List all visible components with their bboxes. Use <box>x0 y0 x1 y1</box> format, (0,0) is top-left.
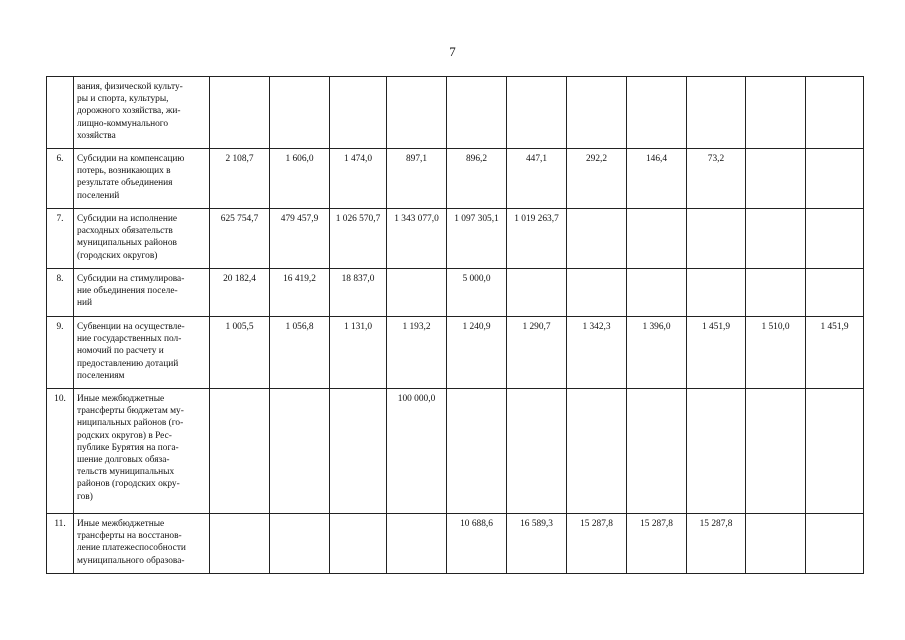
description-line: Субвенции на осуществле- <box>77 322 185 332</box>
value-cell: 100 000,0 <box>387 389 447 514</box>
value-cell: 15 287,8 <box>687 514 746 574</box>
table-row <box>47 269 864 317</box>
value-cell <box>746 209 806 269</box>
description-line: ние государственных пол- <box>77 334 182 345</box>
row-number-cell: 7. <box>47 209 74 269</box>
value-cell <box>687 209 746 269</box>
value-cell: 16 419,2 <box>270 269 330 317</box>
page-number: 7 <box>449 44 456 59</box>
value-cell: 897,1 <box>387 149 447 209</box>
value-cell: 15 287,8 <box>567 514 627 574</box>
value-cell: 1 451,9 <box>687 317 746 389</box>
value-cell <box>507 77 567 149</box>
value-cell: 1 019 263,7 <box>507 209 567 269</box>
table-row <box>47 77 864 149</box>
value-cell <box>387 77 447 149</box>
value-cell: 73,2 <box>687 149 746 209</box>
description-line: муниципального образова- <box>77 555 185 566</box>
description-line: трансферты бюджетам му- <box>77 406 184 417</box>
value-cell <box>746 514 806 574</box>
description-line: лищно-коммунального <box>77 118 169 129</box>
value-cell <box>447 389 507 514</box>
value-cell <box>806 269 864 317</box>
description-line: Субсидии на стимулирова- <box>77 274 185 284</box>
value-cell <box>330 389 387 514</box>
description-line: гов) <box>77 491 93 502</box>
value-cell: 2 108,7 <box>210 149 270 209</box>
value-cell: 896,2 <box>447 149 507 209</box>
value-cell <box>687 269 746 317</box>
value-cell <box>746 269 806 317</box>
value-cell <box>627 209 687 269</box>
value-cell: 18 837,0 <box>330 269 387 317</box>
row-number-cell <box>47 77 74 149</box>
description-line: ний <box>77 298 93 309</box>
description-line: Иные межбюджетные <box>77 519 165 529</box>
row-description-cell <box>74 389 210 514</box>
value-cell <box>567 269 627 317</box>
description-line: потерь, возникающих в <box>77 166 171 177</box>
description-line: вания, физической культу- <box>77 82 183 92</box>
description-line: поселений <box>77 190 120 201</box>
row-number-cell: 11. <box>47 514 74 574</box>
description-line: номочий по расчету и <box>77 346 164 357</box>
row-description-cell <box>74 149 210 209</box>
row-number-cell: 8. <box>47 269 74 317</box>
value-cell: 1 606,0 <box>270 149 330 209</box>
description-line: районов (городских окру- <box>77 479 180 490</box>
value-cell <box>806 514 864 574</box>
table-row <box>47 389 864 514</box>
value-cell: 1 131,0 <box>330 317 387 389</box>
value-cell <box>627 389 687 514</box>
description-line: Субсидии на исполнение <box>77 214 178 224</box>
value-cell <box>270 514 330 574</box>
value-cell <box>567 77 627 149</box>
value-cell <box>806 77 864 149</box>
value-cell <box>806 149 864 209</box>
value-cell <box>387 269 447 317</box>
value-cell <box>507 389 567 514</box>
value-cell <box>447 77 507 149</box>
description-line: ление платежеспособности <box>77 543 186 554</box>
description-line: трансферты на восстанов- <box>77 531 182 542</box>
description-line: предоставлению дотаций <box>77 358 179 369</box>
description-line: (городских округов) <box>77 250 158 261</box>
value-cell <box>746 389 806 514</box>
value-cell: 1 193,2 <box>387 317 447 389</box>
value-cell <box>746 77 806 149</box>
value-cell: 1 343 077,0 <box>387 209 447 269</box>
row-number-cell: 9. <box>47 317 74 389</box>
value-cell <box>806 389 864 514</box>
description-line: ры и спорта, культуры, <box>77 94 169 105</box>
value-cell <box>507 269 567 317</box>
value-cell <box>806 209 864 269</box>
value-cell: 1 026 570,7 <box>330 209 387 269</box>
value-cell <box>270 77 330 149</box>
value-cell: 1 510,0 <box>746 317 806 389</box>
value-cell: 479 457,9 <box>270 209 330 269</box>
value-cell: 1 474,0 <box>330 149 387 209</box>
value-cell: 1 451,9 <box>806 317 864 389</box>
value-cell: 146,4 <box>627 149 687 209</box>
value-cell <box>627 77 687 149</box>
table-row <box>47 149 864 209</box>
description-line: родских округов) в Рес- <box>77 430 172 441</box>
description-line: публике Бурятия на пога- <box>77 442 179 453</box>
value-cell <box>746 149 806 209</box>
value-cell <box>387 514 447 574</box>
value-cell: 1 056,8 <box>270 317 330 389</box>
value-cell <box>687 77 746 149</box>
row-number-cell: 10. <box>47 389 74 514</box>
value-cell: 1 097 305,1 <box>447 209 507 269</box>
description-line: расходных обязательств <box>77 226 173 237</box>
row-description-cell <box>74 317 210 389</box>
description-line: Субсидии на компенсацию <box>77 154 185 164</box>
value-cell <box>567 209 627 269</box>
row-description-cell <box>74 209 210 269</box>
value-cell <box>210 77 270 149</box>
row-description-cell <box>74 514 210 574</box>
value-cell: 447,1 <box>507 149 567 209</box>
description-line: дорожного хозяйства, жи- <box>77 106 181 117</box>
value-cell <box>330 77 387 149</box>
description-line: хозяйства <box>77 130 116 141</box>
value-cell: 5 000,0 <box>447 269 507 317</box>
value-cell: 15 287,8 <box>627 514 687 574</box>
table-row <box>47 317 864 389</box>
table-row <box>47 514 864 574</box>
row-description-cell <box>74 269 210 317</box>
value-cell <box>270 389 330 514</box>
row-number-cell: 6. <box>47 149 74 209</box>
description-line: результате объединения <box>77 178 173 189</box>
value-cell: 1 342,3 <box>567 317 627 389</box>
description-line: тельств муниципальных <box>77 467 175 478</box>
row-description-cell <box>74 77 210 149</box>
value-cell: 292,2 <box>567 149 627 209</box>
value-cell: 1 396,0 <box>627 317 687 389</box>
value-cell: 1 005,5 <box>210 317 270 389</box>
value-cell <box>627 269 687 317</box>
description-line: ниципальных районов (го- <box>77 418 184 429</box>
value-cell: 1 240,9 <box>447 317 507 389</box>
value-cell <box>567 389 627 514</box>
table-body <box>47 77 864 574</box>
description-line: ние объединения поселе- <box>77 286 178 297</box>
description-line: поселениям <box>77 370 125 381</box>
value-cell: 1 290,7 <box>507 317 567 389</box>
description-line: шение долговых обяза- <box>77 455 170 466</box>
budget-table <box>46 76 864 574</box>
value-cell <box>687 389 746 514</box>
value-cell: 625 754,7 <box>210 209 270 269</box>
value-cell: 10 688,6 <box>447 514 507 574</box>
value-cell: 16 589,3 <box>507 514 567 574</box>
value-cell: 20 182,4 <box>210 269 270 317</box>
description-line: Иные межбюджетные <box>77 394 165 404</box>
value-cell <box>330 514 387 574</box>
table-row <box>47 209 864 269</box>
value-cell <box>210 514 270 574</box>
value-cell <box>210 389 270 514</box>
description-line: муниципальных районов <box>77 238 177 249</box>
